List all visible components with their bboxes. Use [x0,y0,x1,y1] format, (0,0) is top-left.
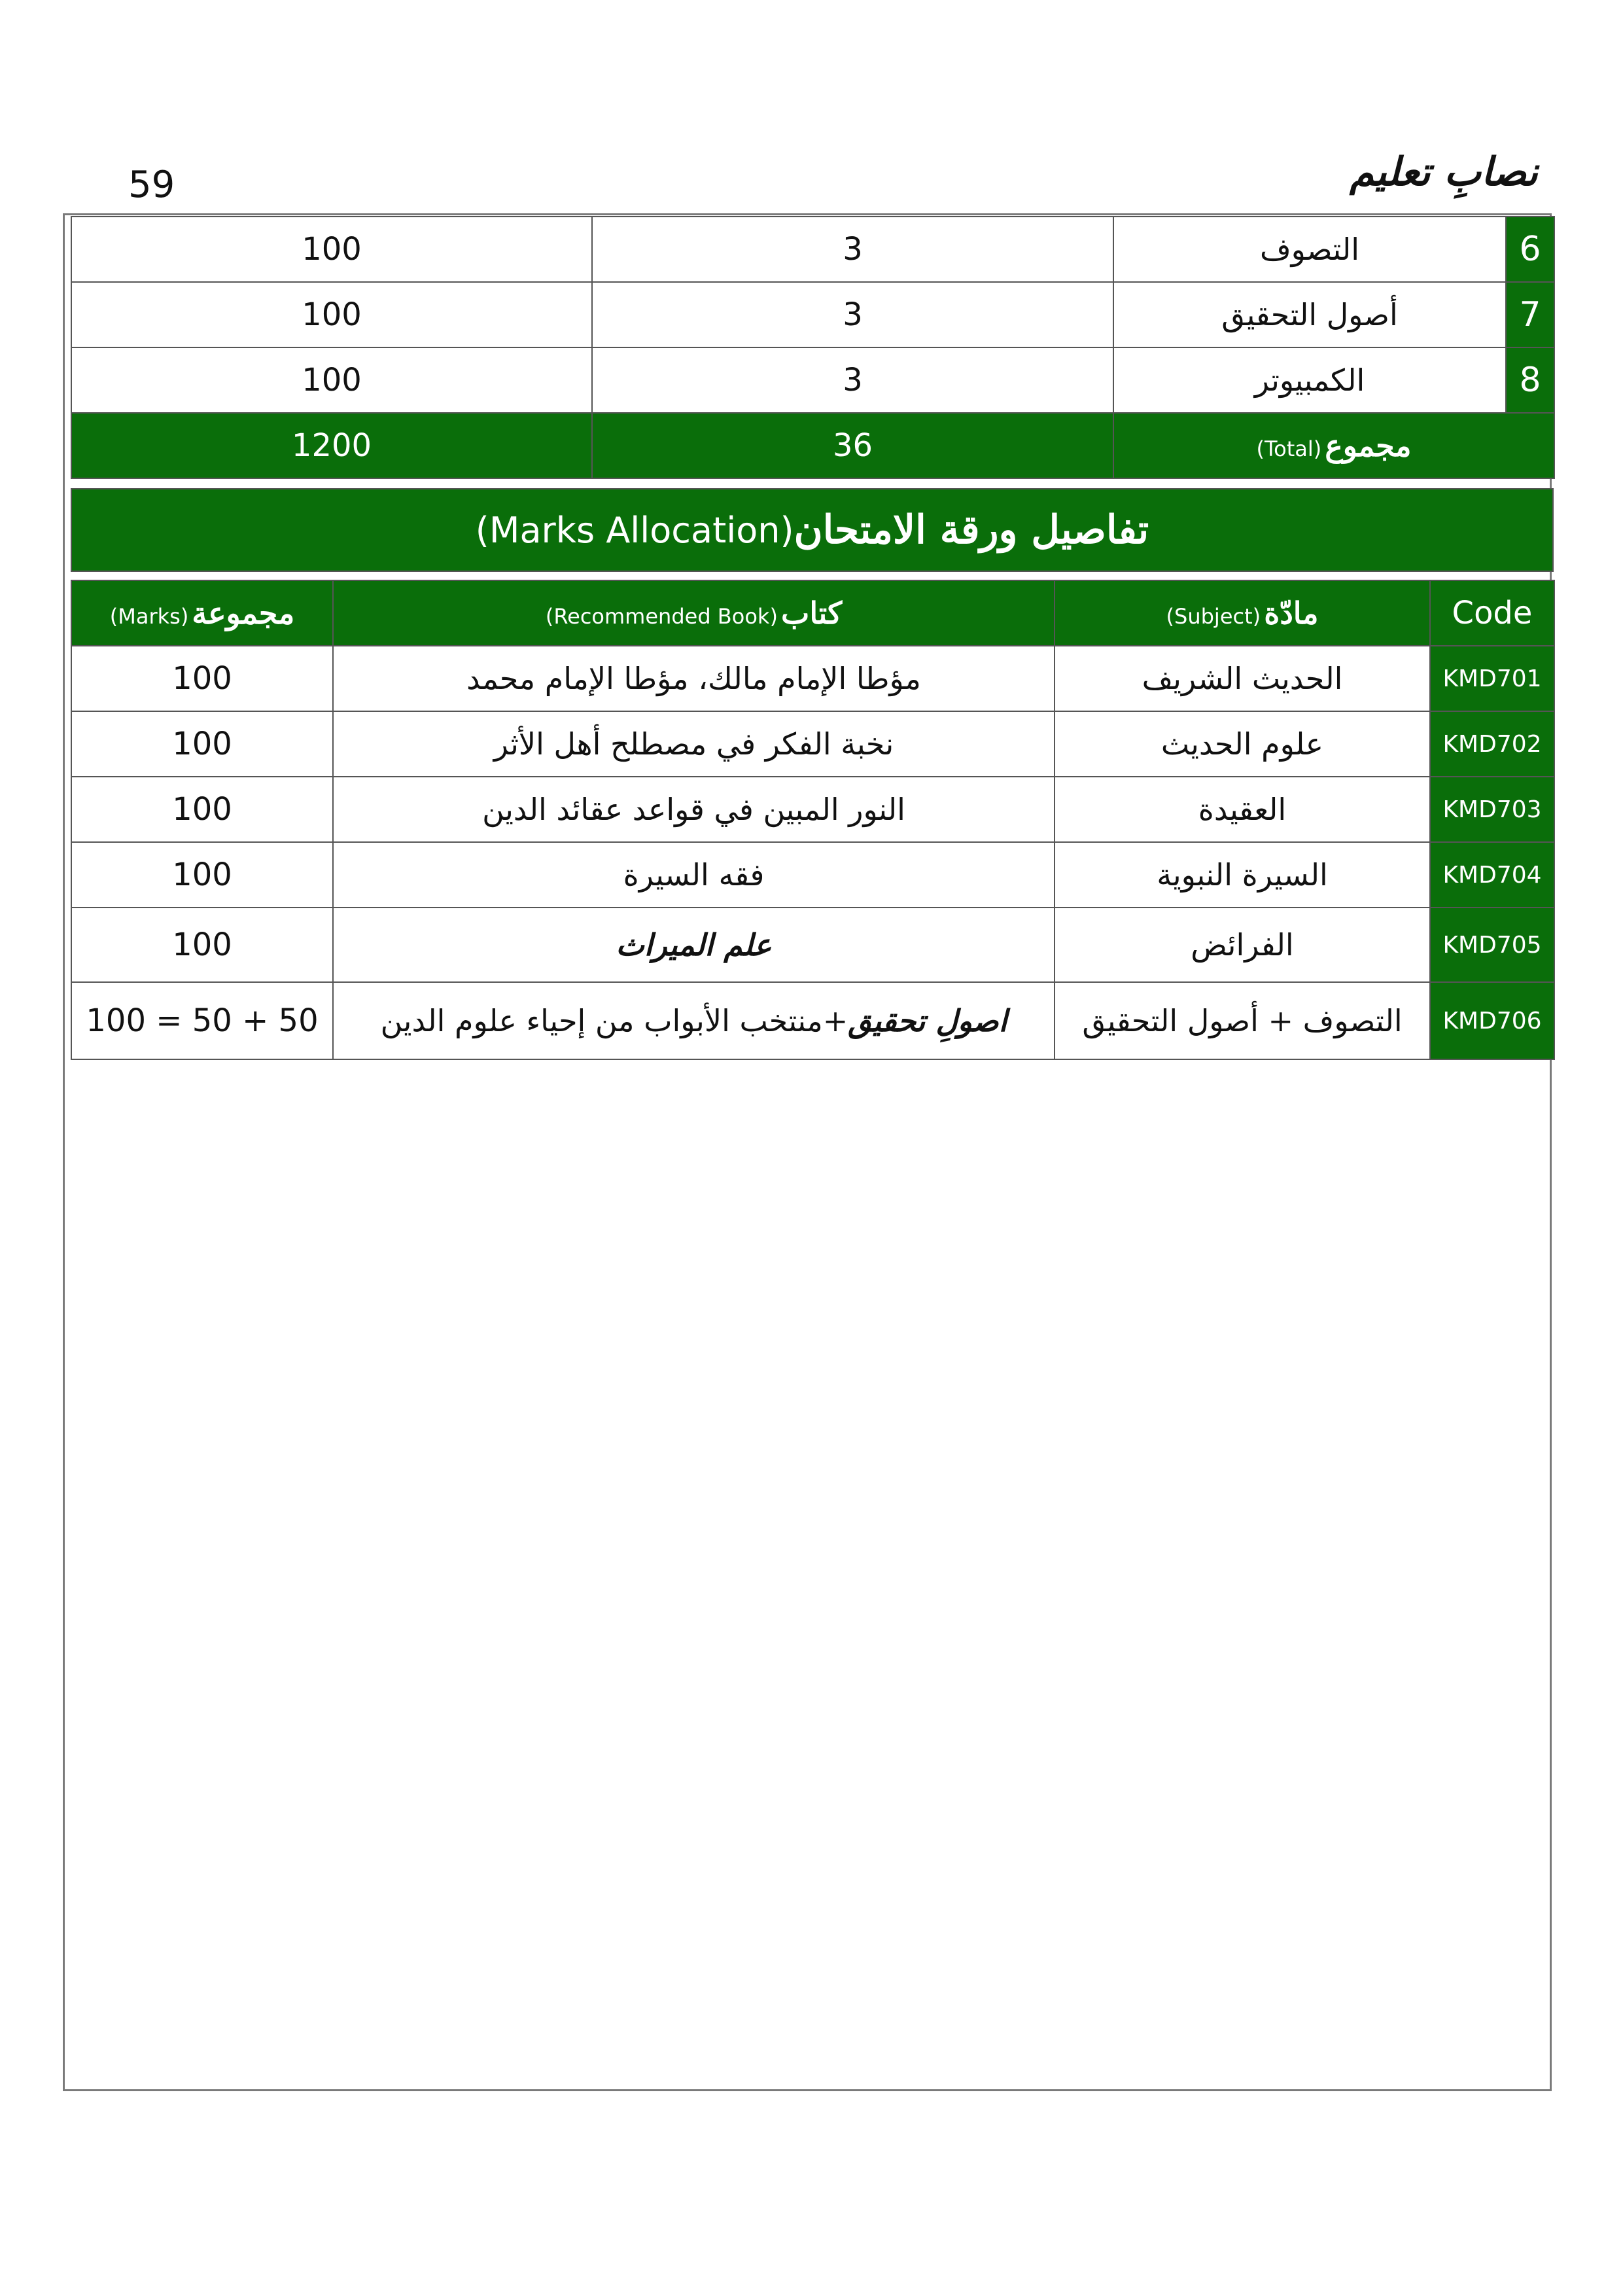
table-row [71,711,1554,777]
table-row [71,217,1554,282]
header-row [71,580,1554,646]
count-cell: 3 [592,347,1113,413]
subject-cell: التصوف [1113,217,1506,282]
table-row [71,347,1554,413]
code-cell: KMD702 [1430,711,1554,777]
book-cell: نخبة الفكر في مصطلح أهل الأثر [333,711,1055,777]
table-row [71,908,1554,982]
courses-table [71,216,1555,479]
code-cell: KMD704 [1430,842,1554,908]
book-title: نصابِ تعلیم [1350,149,1538,195]
subject-cell: أصول التحقيق [1113,282,1506,347]
code-cell: KMD705 [1430,908,1554,982]
marks-cell: 100 [71,711,333,777]
marks-cell: 100 = 50 + 50 [71,982,333,1059]
marks-cell: 100 [71,777,333,842]
book-cell: مؤطا الإمام مالك، مؤطا الإمام محمد [333,646,1055,711]
subject-cell: الفرائض [1055,908,1430,982]
subject-cell: العقيدة [1055,777,1430,842]
header-book [333,580,1055,646]
marks-cell: 100 [71,842,333,908]
marks-cell: 100 [71,347,592,413]
section-title [71,488,1554,572]
book-part-2: +منتخب الأبواب من إحياء علوم الدين [380,1003,848,1038]
index-cell: 8 [1506,347,1554,413]
table-row [71,646,1554,711]
book-part-1: اصولِ تحقیق [848,1003,1007,1038]
marks-allocation-table [71,580,1555,1060]
header-code: Code [1430,580,1554,646]
header-marks [71,580,333,646]
code-cell: KMD701 [1430,646,1554,711]
subject-cell: الكمبيوتر [1113,347,1506,413]
section-title-en: (Marks Allocation) [475,509,794,551]
table-row [71,982,1554,1059]
table-row [71,282,1554,347]
subject-cell: علوم الحديث [1055,711,1430,777]
total-label-en: (Total) [1256,436,1322,461]
header-marks-ar: مجموعة [192,595,295,631]
index-cell: 6 [1506,217,1554,282]
page-number: 59 [128,164,175,206]
total-label [1113,413,1554,478]
book-cell: فقه السيرة [333,842,1055,908]
marks-cell: 100 [71,908,333,982]
marks-cell: 100 [71,217,592,282]
count-cell: 3 [592,217,1113,282]
total-count: 36 [592,413,1113,478]
code-cell: KMD706 [1430,982,1554,1059]
marks-cell: 100 [71,282,592,347]
header-subject [1055,580,1430,646]
header-book-ar: كتاب [781,595,843,631]
header-subject-en: (Subject) [1166,604,1261,629]
subject-cell: الحديث الشريف [1055,646,1430,711]
code-cell: KMD703 [1430,777,1554,842]
total-label-ar: مجموع [1325,428,1412,463]
index-cell: 7 [1506,282,1554,347]
header-marks-en: (Marks) [109,604,189,629]
table-row [71,777,1554,842]
subject-cell: السيرة النبوية [1055,842,1430,908]
marks-cell: 100 [71,646,333,711]
total-marks: 1200 [71,413,592,478]
header-subject-ar: مادّة [1264,595,1319,631]
header-book-en: (Recommended Book) [545,604,778,629]
book-cell [333,982,1055,1059]
section-title-ar: تفاصيل ورقة الامتحان [794,507,1149,553]
subject-cell: التصوف + أصول التحقيق [1055,982,1430,1059]
count-cell: 3 [592,282,1113,347]
book-cell: النور المبين في قواعد عقائد الدين [333,777,1055,842]
total-row [71,413,1554,478]
book-cell: علم المیراث [333,908,1055,982]
table-row [71,842,1554,908]
